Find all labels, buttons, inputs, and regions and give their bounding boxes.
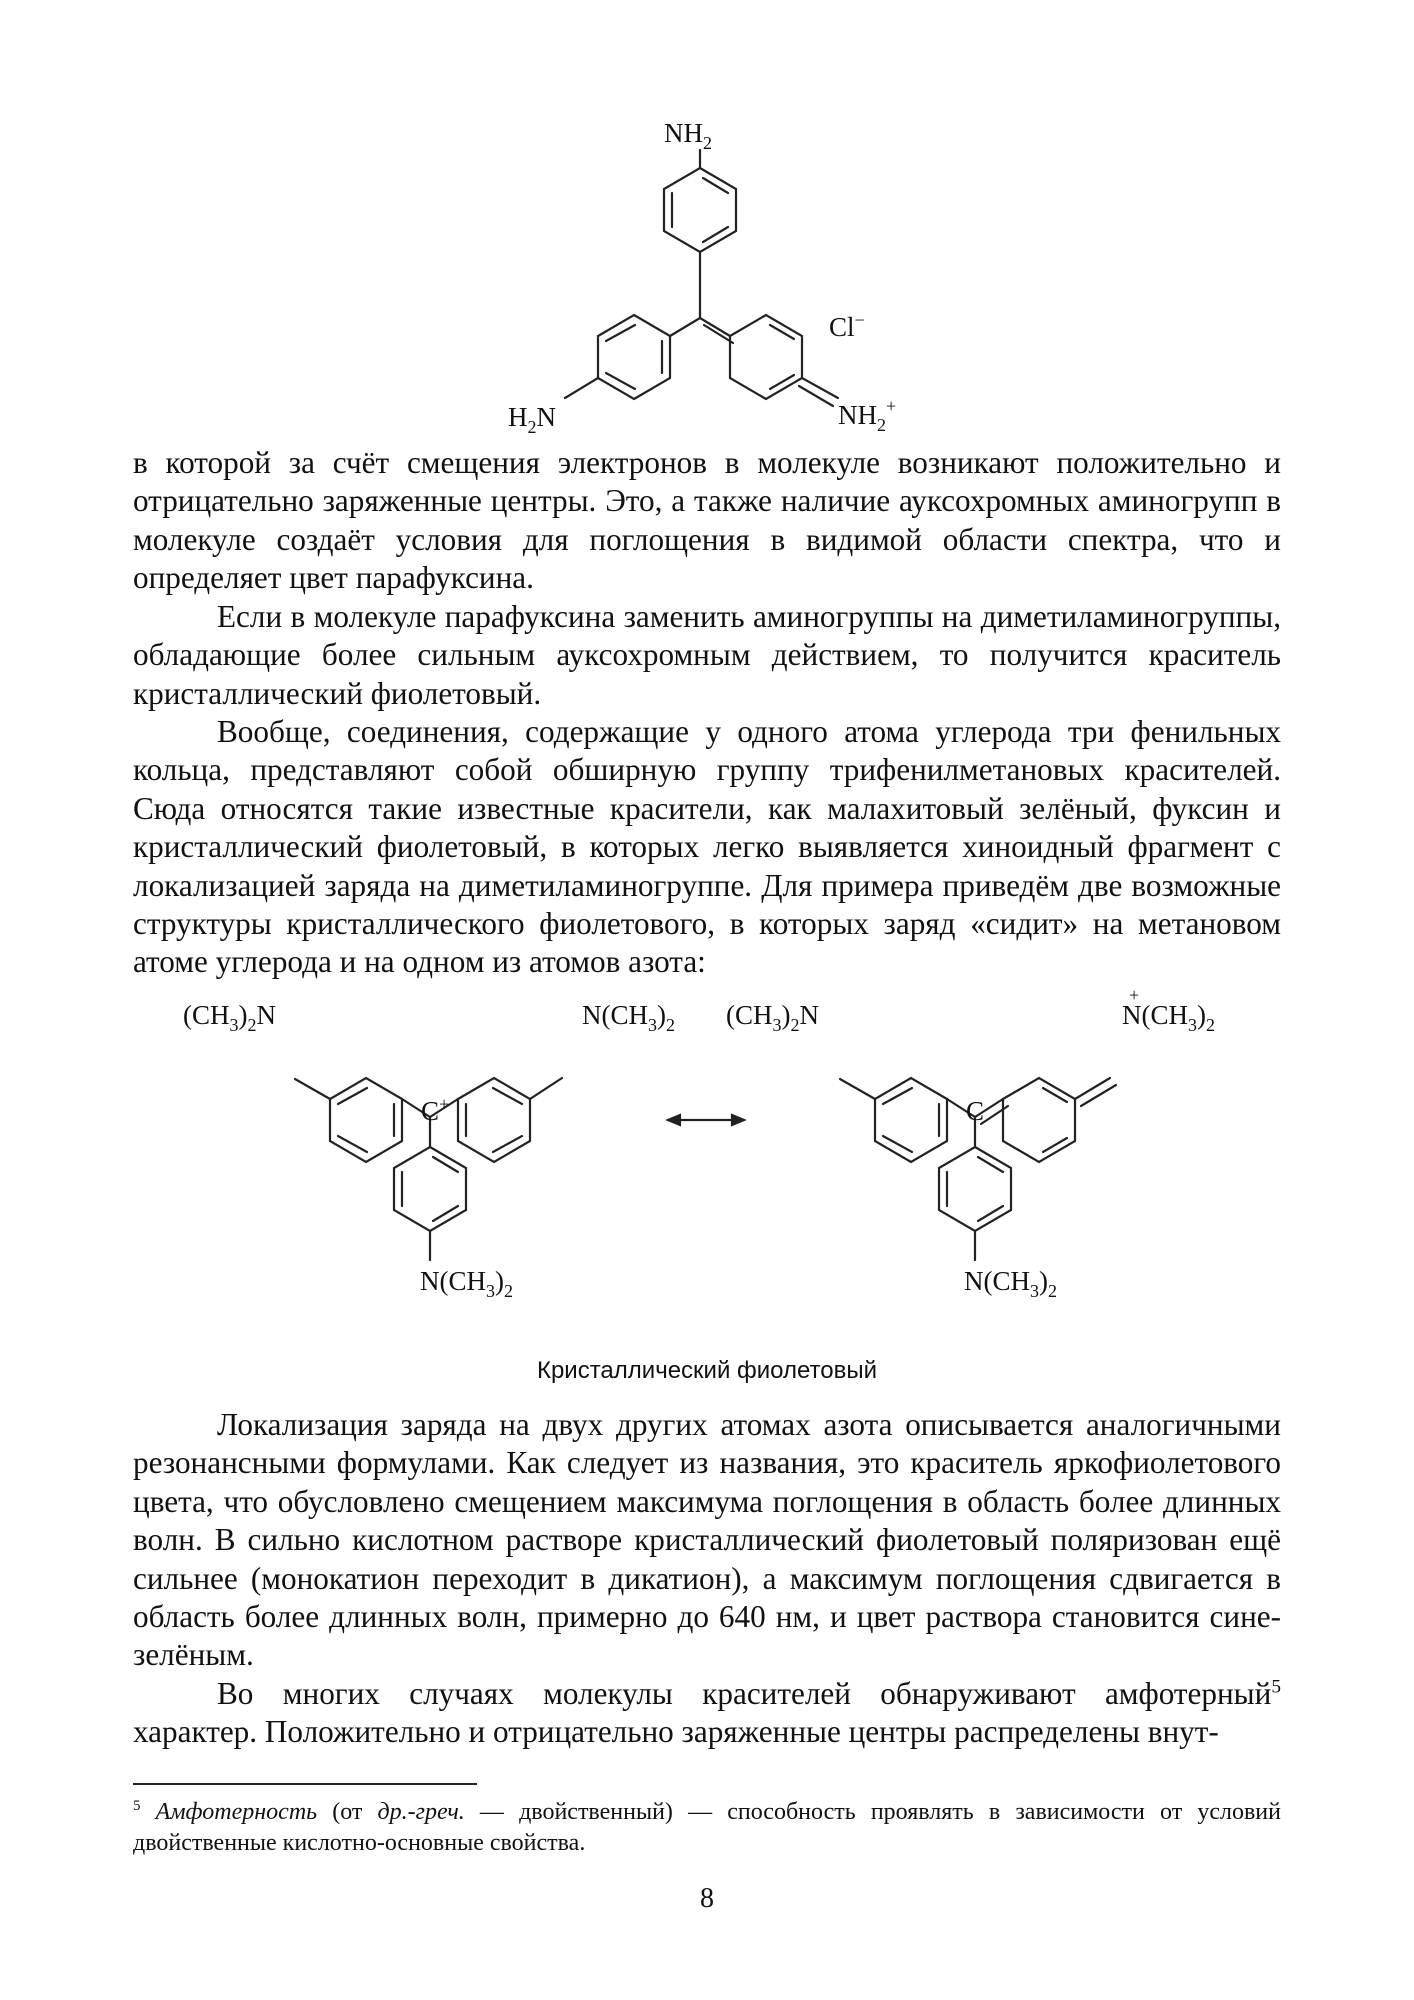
right-nme2-bottom: $N(CH_3)_2$ <box>964 1266 1057 1301</box>
left-nme2-topleft: $(CH_3)_2N$ <box>183 1000 276 1035</box>
right-n-plus-charge: + <box>1129 990 1140 1005</box>
left-carbocation-label: C+ <box>421 1094 450 1126</box>
parafuchsin-structure <box>0 0 1414 450</box>
left-h2n-label: $H_2N$ <box>508 402 556 437</box>
right-nme2-topright: $N(CH_3)_2$ <box>1122 1000 1215 1035</box>
right-carbon-label: C <box>966 1096 985 1126</box>
left-nme2-topright: $N(CH_3)_2$ <box>582 1000 675 1035</box>
paragraph-2: Если в молекуле парафуксина заменить аминогруппы на диметиламиногруппы, обладающие более сильным ауксохромным действием, то получится краситель кристаллический фиолетовый. <box>133 599 1281 711</box>
paragraph-1: в которой за счёт смещения электронов в молекуле возникают положительно и отрицательно заряженные центры. Это, а также наличие ауксохромных аминогрупп в молекуле создаёт условия для поглощения в видимой области спектра, что и определяет цвет парафуксина. <box>133 445 1281 596</box>
right-nme2-topleft: $(CH_3)_2N$ <box>726 1000 819 1035</box>
footnote: $^5$ Амфотерность (от др.-греч. — двойственный) — способность проявлять в зависимости от условий двойственные кислотно-основные свойства. <box>133 1798 1281 1856</box>
counterion-label: Cl− <box>829 310 865 342</box>
footnote-divider <box>133 1783 477 1785</box>
crystal-violet-structures <box>0 990 1414 1340</box>
paragraph-5: Во многих случаях молекулы красителей обнаруживают амфотерный$^5$ характер. Положительно и отрицательно заряженные центры распределены внут- <box>133 1676 1281 1750</box>
left-nme2-bottom: $N(CH_3)_2$ <box>420 1266 513 1301</box>
right-nh2-plus-label: $NH_2^+$ <box>838 396 897 435</box>
paragraph-4: Локализация заряда на двух других атомах азота описывается аналогичными резонансными формулами. Как следует из названия, это краситель яркофиолетового цвета, что обусловлено смещением максимума поглощения в область более длинных волн. В сильно кислотном растворе кристаллический фиолетовый поляризован ещё сильнее (монокатион переходит в дикатион), а максимум поглощения сдвигается в область более длинных волн, примерно до 640 нм, и цвет раствора становится сине-зелёным. <box>133 1407 1281 1673</box>
figure-caption: Кристаллический фиолетовый <box>536 1357 878 1384</box>
footnote-ref[interactable]: 5 <box>1271 1676 1281 1698</box>
paragraph-3: Вообще, соединения, содержащие у одного атома углерода три фенильных кольца, представляют собой обширную группу трифенилметановых красителей. Сюда относятся такие известные красители, как малахитовый зелёный, фуксин и кристаллический фиолетовый, в которых легко выявляется хиноидный фрагмент с локализацией заряда на диметиламиногруппе. Для примера приведём две возможные структуры кристаллического фиолетового, в которых заряд «сидит» на метановом атоме углерода и на одном из атомов азота: <box>133 714 1281 980</box>
page-number: 8 <box>700 1883 714 1914</box>
top-nh2-label: $NH_2$ <box>664 118 712 153</box>
